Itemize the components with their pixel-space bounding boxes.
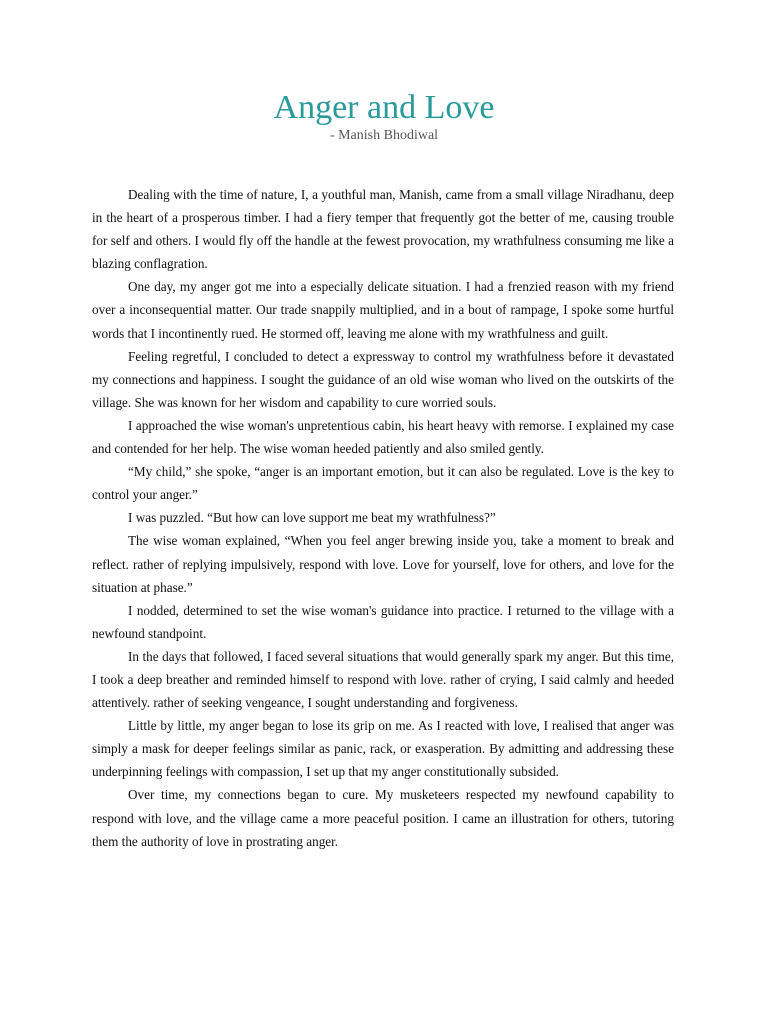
document-body <box>92 183 674 853</box>
paragraph: One day, my anger got me into a especially delicate situation. I had a frenzied reason with my friend over a inconsequential matter. Our trade snappily multiplied, and in a bout of rampage, I spoke some hurtful words that I incontinently rued. He stormed off, leaving me alone with my wrathfulness and guilt. <box>92 279 674 341</box>
paragraph: I nodded, determined to set the wise woman's guidance into practice. I returned to the village with a newfound standpoint. <box>92 602 674 641</box>
paragraph: Dealing with the time of nature, I, a youthful man, Manish, came from a small village Niradhanu, deep in the heart of a prosperous timber. I had a fiery temper that frequently got the better of me, causing trouble for self and others. I would fly off the handle at the fewest provocation, my wrathfulness consuming me like a blazing conflagration. <box>92 187 674 272</box>
document-title: Anger and Love <box>273 89 495 126</box>
paragraph: I was puzzled. “But how can love support me beat my wrathfulness?” <box>128 510 496 526</box>
paragraph: The wise woman explained, “When you feel anger brewing inside you, take a moment to break and reflect. rather of replying impulsively, respond with love. Love for yourself, love for others, and love for the situation at phase.” <box>92 533 674 595</box>
document-author: - Manish Bhodiwal <box>329 128 439 143</box>
paragraph: “My child,” she spoke, “anger is an important emotion, but it can also be regulated. Love is the key to control your anger.” <box>92 464 674 503</box>
paragraph: I approached the wise woman's unpretentious cabin, his heart heavy with remorse. I explained my case and contended for her help. The wise woman heeded patiently and also smiled gently. <box>92 417 674 457</box>
paragraph: In the days that followed, I faced several situations that would generally spark my anger. But this time, I took a deep breather and reminded himself to respond with love. rather of crying, I said calmly and heeded attentively. rather of seeking vengeance, I sought understanding and forgiveness. <box>92 648 674 711</box>
paragraph: Over time, my connections began to cure. My musketeers respected my newfound capability to respond with love, and the village came a more peaceful position. I came an illustration for others, tutoring them the authority of love in prostrating anger. <box>92 787 674 849</box>
paragraph: Feeling regretful, I concluded to detect a expressway to control my wrathfulness before it devastated my connections and happiness. I sought the guidance of an old wise woman who lived on the outskirts of the village. She was known for her wisdom and capability to cure worried souls. <box>92 348 674 410</box>
paragraph: Little by little, my anger began to lose its grip on me. As I reacted with love, I realised that anger was simply a mask for deeper feelings similar as panic, rack, or exasperation. By admitting and addressing these underpinning feelings with compassion, I set up that my anger constitutionally subsided. <box>92 718 674 780</box>
